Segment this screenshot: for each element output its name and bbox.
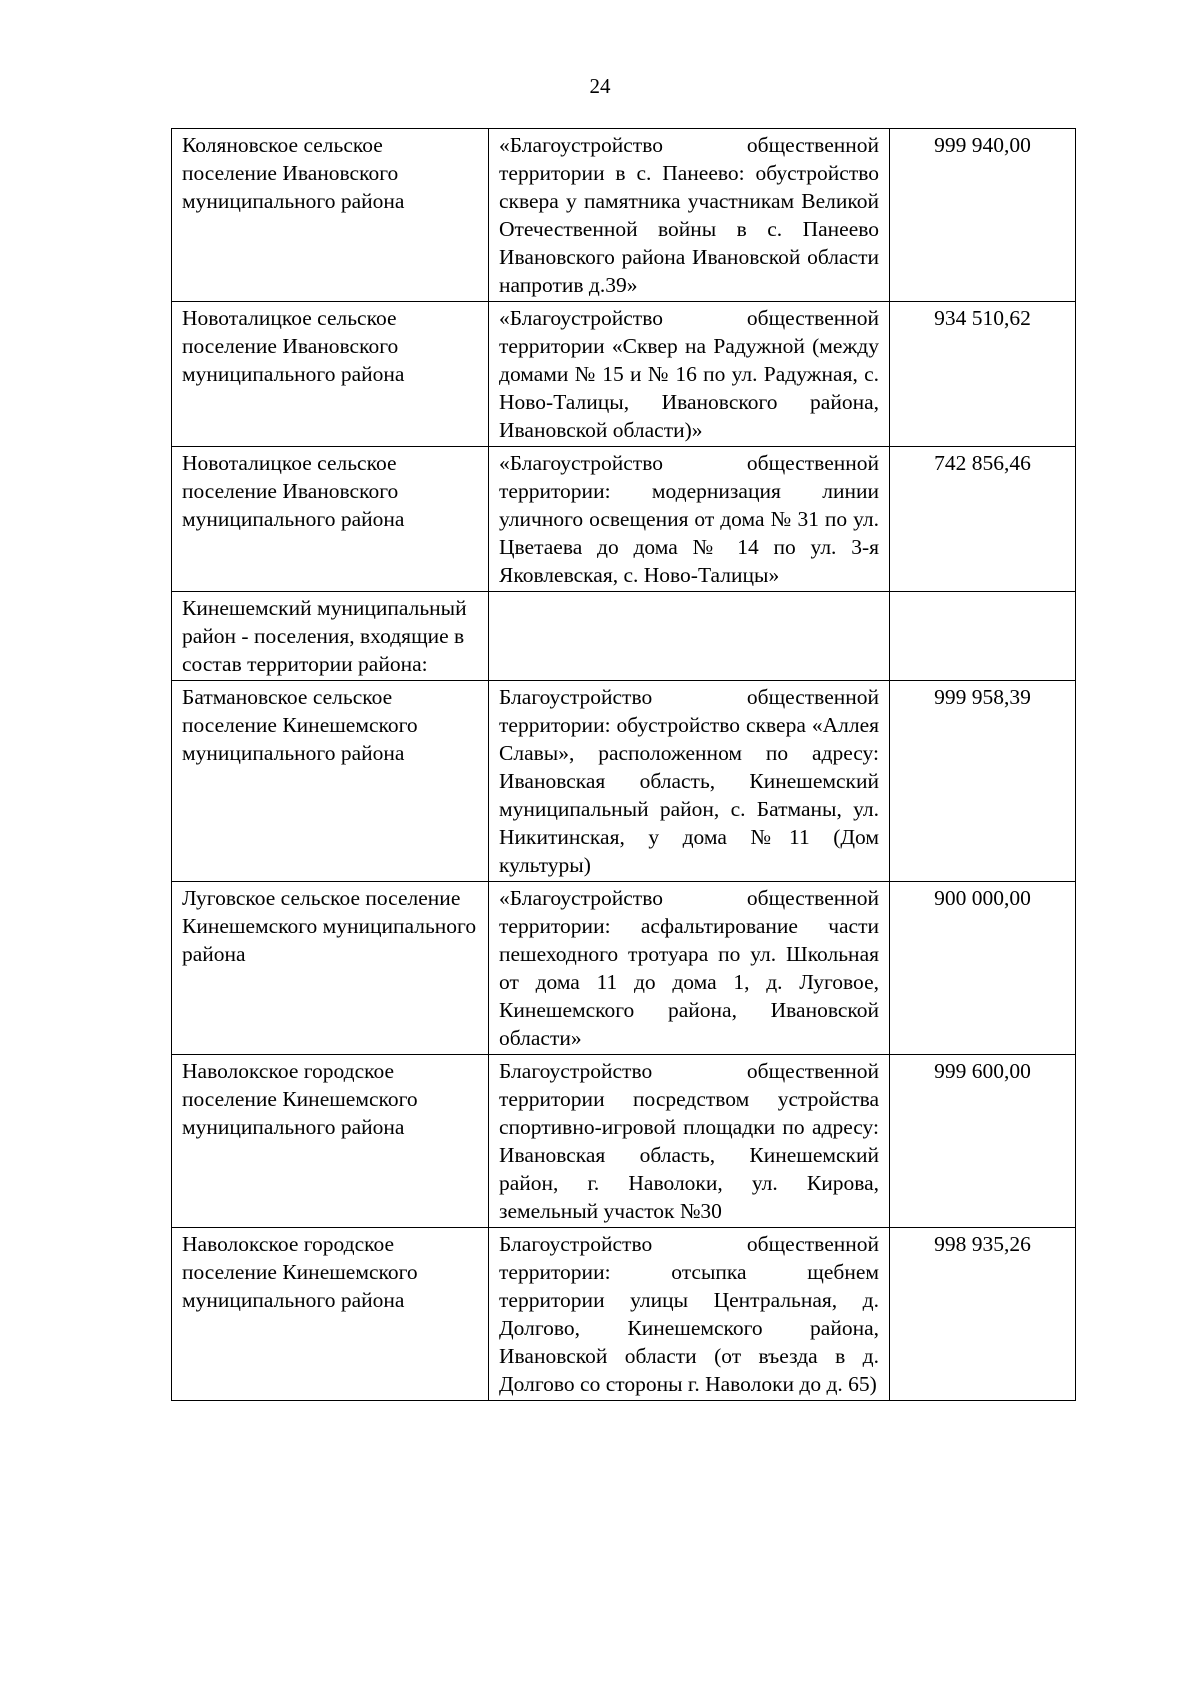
project-cell: «Благоустройство общественной территории «Сквер на Радужной (между домами № 15 и № 16 по ул. Радужная, с. Ново-Талицы, Ивановского района, Ивановской области)» xyxy=(489,302,890,447)
project-cell: Благоустройство общественной территории: обустройство сквера «Аллея Славы», расположенном по адресу: Ивановская область, Кинешемский муниципальный район, с. Батманы, ул. Никитинская, у дома №11 (Дом культуры) xyxy=(489,681,890,882)
project-cell: «Благоустройство общественной территории: асфальтирование части пешеходного тротуара по ул. Школьная от дома 11 до дома 1, д. Луговое, Кинешемского района, Ивановской области» xyxy=(489,882,890,1055)
amount-cell: 934 510,62 xyxy=(890,302,1076,447)
amount-cell xyxy=(890,592,1076,681)
project-cell: Благоустройство общественной территории посредством устройства спортивно-игровой площадки по адресу: Ивановская область, Кинешемский район, г. Наволоки, ул. Кирова, земельный участок №30 xyxy=(489,1055,890,1228)
table-row xyxy=(172,681,1076,882)
settlement-cell: Наволокское городское поселение Кинешемского муниципального района xyxy=(172,1228,489,1401)
settlement-cell: Батмановское сельское поселение Кинешемского муниципального района xyxy=(172,681,489,882)
settlement-cell: Наволокское городское поселение Кинешемского муниципального района xyxy=(172,1055,489,1228)
amount-cell: 900 000,00 xyxy=(890,882,1076,1055)
table-row xyxy=(172,592,1076,681)
settlement-cell: Коляновское сельское поселение Ивановского муниципального района xyxy=(172,129,489,302)
table-row xyxy=(172,882,1076,1055)
table-row xyxy=(172,302,1076,447)
amount-cell: 999 958,39 xyxy=(890,681,1076,882)
amount-cell: 999 940,00 xyxy=(890,129,1076,302)
table-row xyxy=(172,447,1076,592)
amount-cell: 998 935,26 xyxy=(890,1228,1076,1401)
settlement-cell: Луговское сельское поселение Кинешемского муниципального района xyxy=(172,882,489,1055)
project-cell xyxy=(489,592,890,681)
settlement-cell: Новоталицкое сельское поселение Ивановского муниципального района xyxy=(172,447,489,592)
project-cell: Благоустройство общественной территории: отсыпка щебнем территории улицы Центральная, д. Долгово, Кинешемского района, Ивановской области (от въезда в д. Долгово со стороны г. Наволоки до д. 65) xyxy=(489,1228,890,1401)
settlement-cell: Кинешемский муниципальный район - поселения, входящие в состав территории района: xyxy=(172,592,489,681)
amount-cell: 742 856,46 xyxy=(890,447,1076,592)
project-cell: «Благоустройство общественной территории в с. Панеево: обустройство сквера у памятника участникам Великой Отечественной войны в с. Панеево Ивановского района Ивановской области напротив д.39» xyxy=(489,129,890,302)
projects-table xyxy=(171,128,1076,1401)
amount-cell: 999 600,00 xyxy=(890,1055,1076,1228)
page-number: 24 xyxy=(589,74,611,98)
project-cell: «Благоустройство общественной территории: модернизация линии уличного освещения от дома № 31 по ул. Цветаева до дома № 14 по ул. 3-я Яковлевская, с. Ново-Талицы» xyxy=(489,447,890,592)
table-row xyxy=(172,129,1076,302)
table-row xyxy=(172,1055,1076,1228)
table-row xyxy=(172,1228,1076,1401)
settlement-cell: Новоталицкое сельское поселение Ивановского муниципального района xyxy=(172,302,489,447)
